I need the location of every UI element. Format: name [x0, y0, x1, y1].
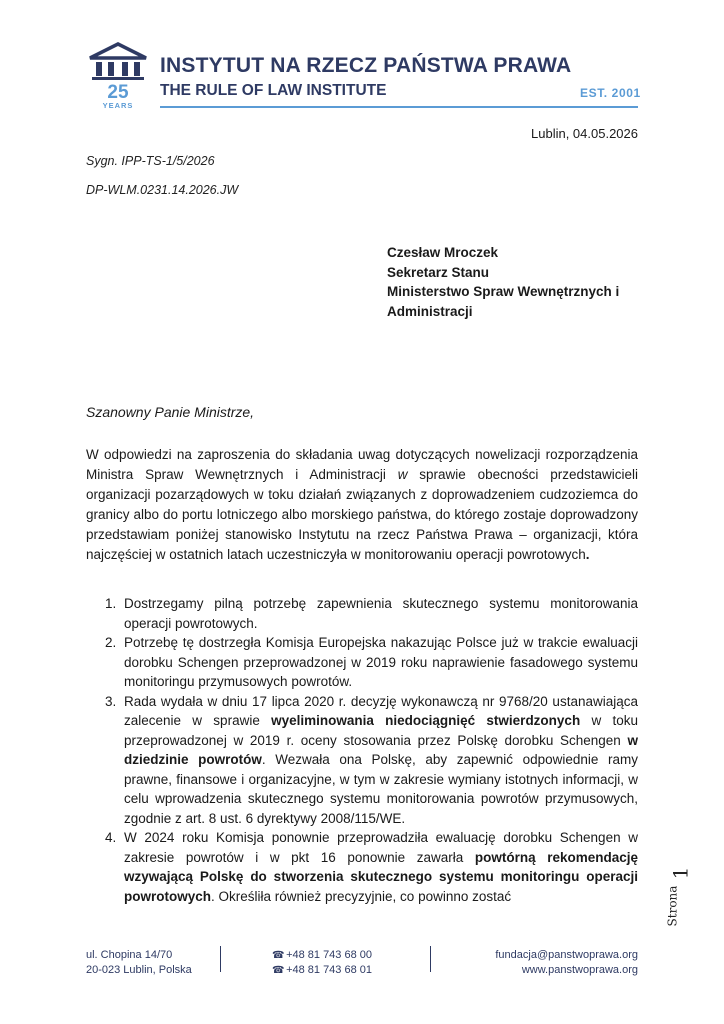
org-name-en: THE RULE OF LAW INSTITUTE: [160, 82, 387, 99]
list-item-text-c: . Określiła również precyzyjnie, co powinno zostać: [211, 888, 512, 904]
logo-roof-icon: [90, 44, 146, 58]
intro-period: .: [585, 547, 590, 562]
list-item-text-a: W 2024 roku Komisja ponownie przeprowadziła ewaluację dorobku Schengen w zakresie powrotów i w pkt 16 ponownie zawarła: [124, 830, 638, 865]
list-item-text-d: . Wezwała ona Polskę, aby zapewnić odpowiednie ramy prawne, finansowe i organizacyjne, w tym w zakresie wymiany istotnych informacji, w celu wprowadzenia skutecznego systemu monitorowania powrotów przymusowych, zgodnie z art. 8 ust. 6 dyrektywy 2008/115/WE.: [124, 752, 638, 826]
fax-icon: ☎: [272, 965, 285, 976]
header-divider: [160, 106, 638, 108]
list-item: [86, 633, 638, 692]
letter-date: Lublin, 04.05.2026: [531, 126, 638, 141]
list-item-text-a: Rada wydała w dniu 17 lipca 2020 r. decyzję wykonawczą nr 9768/20 ustanawiająca zalecenie w sprawie: [124, 693, 638, 728]
logo-number: 25: [107, 82, 129, 103]
footer-divider: [430, 946, 431, 972]
footer-phone: +48 81 743 68 00: [286, 949, 373, 961]
list-item-bold-a: wyeliminowania niedociągnięć stwierdzonych: [271, 713, 581, 728]
list-item-number: 1.: [105, 596, 117, 611]
intro-text-a: W odpowiedzi na zaproszenia do składania uwag dotyczących nowelizacji rozporządzenia Ministra Spraw Wewnętrznych i Administracji: [86, 447, 638, 482]
list-item-text: Dostrzegamy pilną potrzebę zapewnienia skutecznego systemu monitorowania operacji powrotowych.: [124, 596, 638, 631]
footer-city: 20-023 Lublin, Polska: [86, 964, 192, 976]
footer-fax: +48 81 743 68 01: [286, 964, 373, 976]
list-item-text: Potrzebę tę dostrzegła Komisja Europejska nakazując Polsce już w trakcie ewaluacji dorobku Schengen przeprowadzonej w 2019 roku naprawienie fasadowego systemu monitoringu przymusowych powrotów.: [124, 635, 638, 689]
org-name-pl: INSTYTUT NA RZECZ PAŃSTWA PRAWA: [160, 54, 572, 77]
institute-logo: [86, 42, 150, 110]
page-label: Strona: [665, 885, 680, 927]
list-item: [86, 594, 638, 633]
intro-italic-w: w: [397, 467, 408, 482]
case-number: DP-WLM.0231.14.2026.JW: [86, 183, 239, 197]
reference-number: Sygn. IPP-TS-1/5/2026: [86, 154, 215, 168]
list-item-bold-b: w dziedzinie powrotów: [124, 732, 638, 767]
footer: [0, 940, 724, 1000]
list-item-number: 2.: [105, 635, 117, 650]
list-item-number: 3.: [105, 693, 117, 709]
footer-website[interactable]: www.panstwoprawa.org: [521, 964, 638, 976]
list-item-bold-a: powtórną rekomendację wzywającą Polskę do stworzenia skutecznego systemu monitoringu operacji powrotowych: [124, 849, 639, 904]
list-item: [86, 692, 638, 829]
recipient-name: Czesław Mroczek: [387, 245, 499, 260]
recipient-ministry: Ministerstwo Spraw Wewnętrznych i Administracji: [387, 284, 620, 319]
intro-paragraph: [86, 445, 638, 565]
footer-email[interactable]: fundacja@panstwoprawa.org: [495, 949, 638, 961]
established-label: EST. 2001: [580, 86, 641, 100]
list-item-text-c: w toku przeprowadzonej w 2019 r. oceny stosowania przez Polskę dorobku Schengen: [124, 713, 638, 748]
footer-street: ul. Chopina 14/70: [86, 949, 173, 961]
footer-phones: [272, 948, 372, 978]
footer-divider: [220, 946, 221, 972]
position-list: [86, 594, 638, 906]
page-number: 1: [668, 866, 693, 880]
logo-years: YEARS: [102, 101, 134, 110]
recipient-block: [387, 243, 647, 321]
page-indicator: [665, 865, 693, 935]
intro-text-b: sprawie obecności przedstawicieli organizacji pozarządowych w toku działań związanych z doprowadzeniem cudzoziemca do granicy albo do portu lotniczego albo morskiego państwa, do którego zostaje doprowadzony przedstawiam poniżej stanowisko Instytutu na rzecz Państwa Prawa – organizacji, która najczęściej w ostatnich latach uczestniczyła w monitorowaniu operacji powrotowych: [86, 467, 638, 562]
list-item: [86, 828, 638, 906]
footer-contact: [495, 948, 638, 978]
salutation: Szanowny Panie Ministrze,: [86, 404, 255, 420]
footer-address: [86, 948, 192, 978]
list-item-number: 4.: [105, 830, 117, 845]
phone-icon: ☎: [272, 950, 285, 961]
recipient-title: Sekretarz Stanu: [387, 264, 490, 280]
